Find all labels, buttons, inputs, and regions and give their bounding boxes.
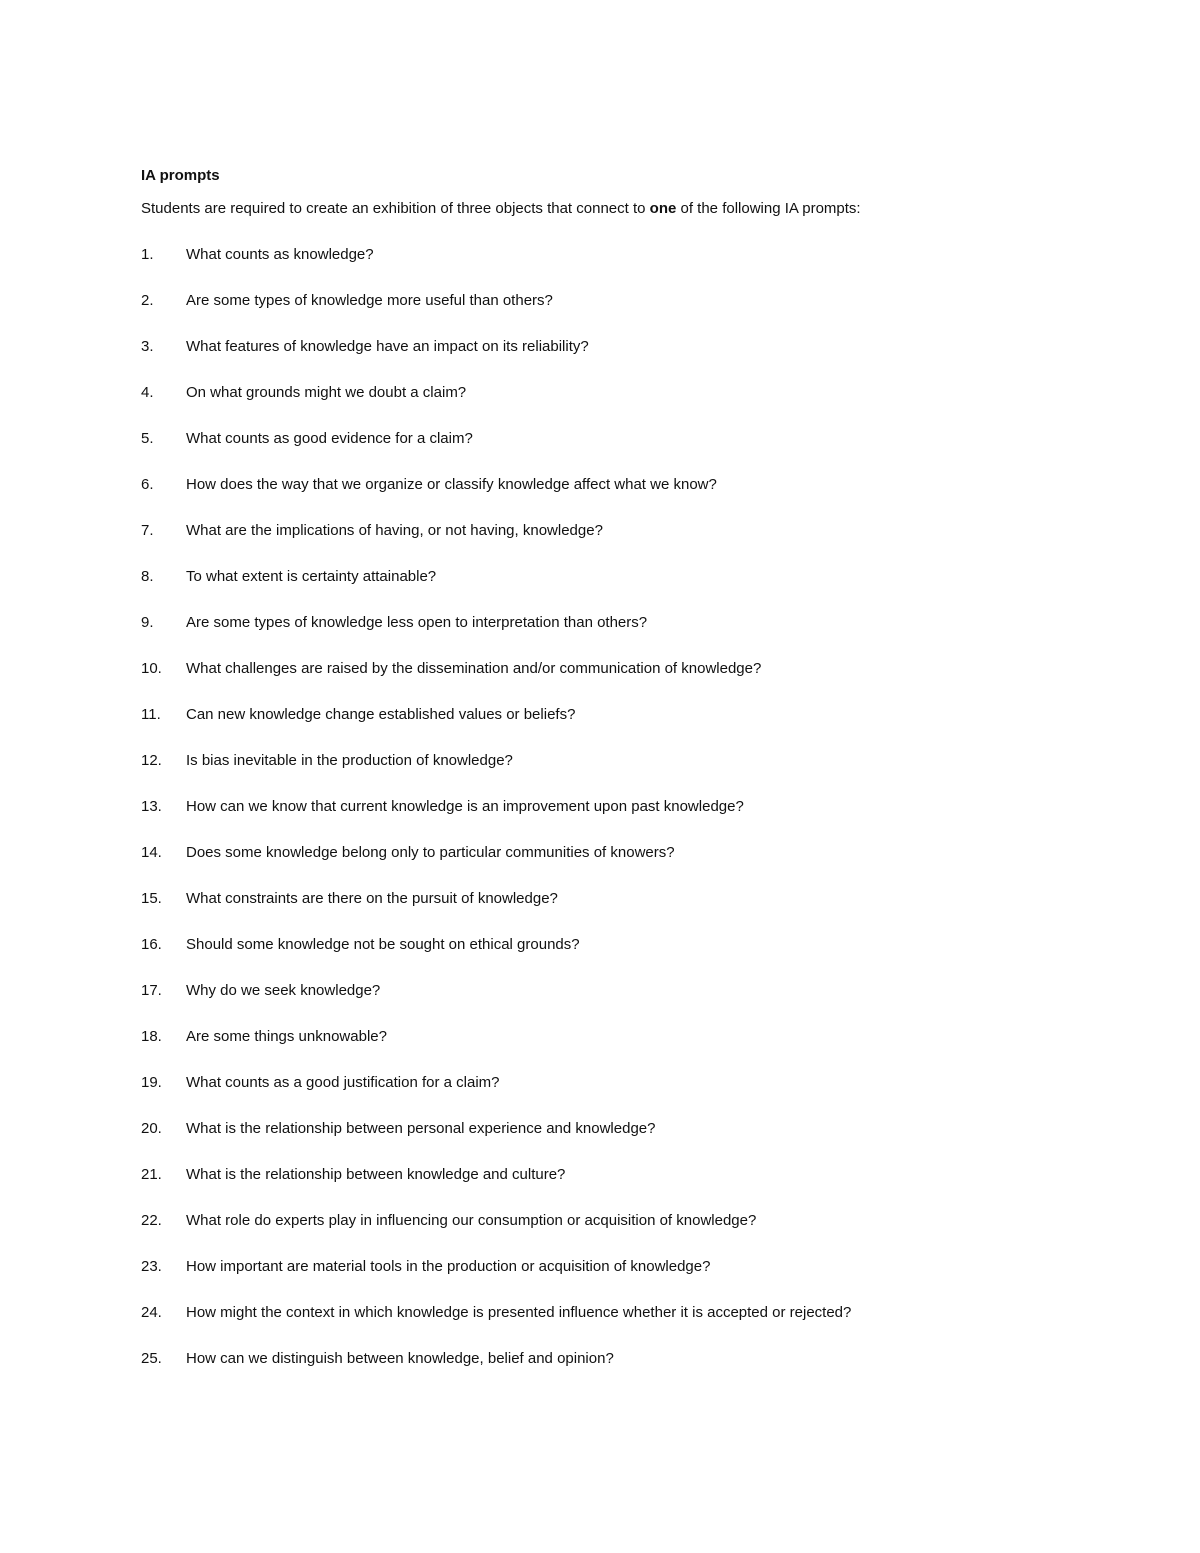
prompt-number: 9. (141, 614, 154, 631)
prompt-text: How might the context in which knowledge is presented influence whether it is accepted or rejected? (186, 1304, 852, 1321)
prompt-number: 3. (141, 338, 154, 355)
prompt-item (141, 935, 1141, 981)
prompt-number: 19. (141, 1074, 162, 1091)
prompt-text: What is the relationship between knowledge and culture? (186, 1166, 566, 1183)
prompt-item (141, 1349, 1141, 1395)
prompt-text: How does the way that we organize or classify knowledge affect what we know? (186, 476, 717, 493)
prompt-number: 6. (141, 476, 154, 493)
intro-text-after: of the following IA prompts: (676, 200, 861, 217)
prompt-text: What constraints are there on the pursuit of knowledge? (186, 890, 558, 907)
prompt-number: 24. (141, 1304, 162, 1321)
intro-emphasis: one (649, 200, 677, 217)
prompt-number: 16. (141, 936, 162, 953)
prompt-item (141, 1119, 1141, 1165)
prompt-number: 21. (141, 1166, 162, 1183)
prompt-number: 11. (141, 706, 161, 723)
prompt-number: 2. (141, 292, 154, 309)
prompt-item (141, 1303, 1141, 1349)
prompt-text: Why do we seek knowledge? (186, 982, 381, 999)
intro-paragraph (141, 199, 861, 219)
prompt-text: Are some things unknowable? (186, 1028, 387, 1045)
prompt-text: What is the relationship between personal experience and knowledge? (186, 1120, 656, 1137)
prompt-number: 18. (141, 1028, 162, 1045)
prompt-item (141, 1165, 1141, 1211)
prompt-item (141, 337, 1141, 383)
prompt-item (141, 567, 1141, 613)
prompt-number: 4. (141, 384, 154, 401)
prompt-text: How can we distinguish between knowledge, belief and opinion? (186, 1350, 614, 1367)
prompt-item (141, 613, 1141, 659)
prompt-number: 12. (141, 752, 162, 769)
prompt-list (141, 245, 1141, 1395)
prompt-item (141, 705, 1141, 751)
prompt-item (141, 383, 1141, 429)
prompt-text: Should some knowledge not be sought on ethical grounds? (186, 936, 580, 953)
prompt-item (141, 1211, 1141, 1257)
prompt-text: What role do experts play in influencing our consumption or acquisition of knowledge? (186, 1212, 757, 1229)
document-heading: IA prompts (141, 167, 220, 184)
prompt-item (141, 981, 1141, 1027)
prompt-item (141, 659, 1141, 705)
prompt-number: 17. (141, 982, 162, 999)
prompt-item (141, 1073, 1141, 1119)
prompt-text: Are some types of knowledge more useful than others? (186, 292, 553, 309)
prompt-text: Does some knowledge belong only to particular communities of knowers? (186, 844, 675, 861)
prompt-text: What features of knowledge have an impact on its reliability? (186, 338, 589, 355)
prompt-number: 23. (141, 1258, 162, 1275)
intro-text-before: Students are required to create an exhibition of three objects that connect to (141, 200, 650, 217)
prompt-text: What challenges are raised by the dissemination and/or communication of knowledge? (186, 660, 762, 677)
prompt-text: How important are material tools in the production or acquisition of knowledge? (186, 1258, 711, 1275)
prompt-item (141, 843, 1141, 889)
prompt-text: How can we know that current knowledge is an improvement upon past knowledge? (186, 798, 744, 815)
prompt-text: What counts as a good justification for a claim? (186, 1074, 500, 1091)
prompt-item (141, 1257, 1141, 1303)
prompt-text: Can new knowledge change established values or beliefs? (186, 706, 576, 723)
prompt-item (141, 797, 1141, 843)
prompt-text: What are the implications of having, or not having, knowledge? (186, 522, 603, 539)
prompt-item (141, 889, 1141, 935)
prompt-number: 20. (141, 1120, 162, 1137)
prompt-number: 10. (141, 660, 162, 677)
prompt-text: Are some types of knowledge less open to interpretation than others? (186, 614, 648, 631)
prompt-item (141, 475, 1141, 521)
prompt-number: 7. (141, 522, 154, 539)
prompt-number: 5. (141, 430, 154, 447)
prompt-item (141, 245, 1141, 291)
prompt-number: 8. (141, 568, 154, 585)
prompt-text: What counts as knowledge? (186, 246, 374, 263)
prompt-number: 25. (141, 1350, 162, 1367)
prompt-number: 14. (141, 844, 162, 861)
prompt-text: To what extent is certainty attainable? (186, 568, 437, 585)
prompt-number: 13. (141, 798, 162, 815)
prompt-text: Is bias inevitable in the production of knowledge? (186, 752, 513, 769)
prompt-number: 15. (141, 890, 162, 907)
prompt-text: On what grounds might we doubt a claim? (186, 384, 467, 401)
prompt-item (141, 429, 1141, 475)
prompt-text: What counts as good evidence for a claim? (186, 430, 473, 447)
prompt-item (141, 751, 1141, 797)
prompt-item (141, 521, 1141, 567)
prompt-item (141, 1027, 1141, 1073)
prompt-number: 1. (141, 246, 154, 263)
prompt-number: 22. (141, 1212, 162, 1229)
prompt-item (141, 291, 1141, 337)
